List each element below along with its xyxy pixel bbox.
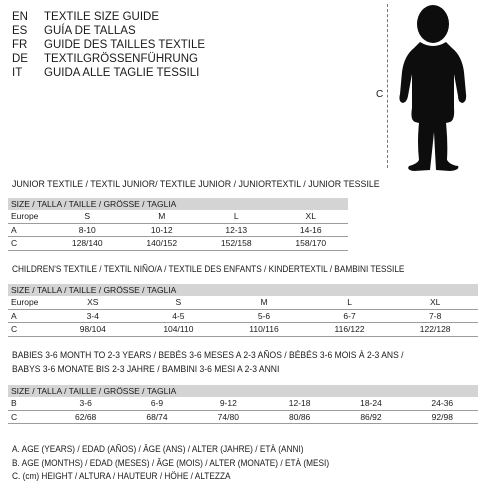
table-row — [8, 296, 478, 310]
table-cell: 110/116 — [249, 324, 279, 334]
guide-title: TEXTILGRÖSSENFÜHRUNG — [44, 53, 198, 65]
row-label: B — [11, 398, 17, 408]
table-cell: 158/170 — [295, 238, 327, 248]
legend-line-c: C. (cm) HEIGHT / ALTURA / HAUTEUR / HÖHE / ALTEZZA — [12, 471, 231, 481]
header-row-de — [12, 52, 205, 66]
table-cell: 4-5 — [172, 310, 185, 321]
guide-title: GUIDA ALLE TAGLIE TESSILI — [44, 67, 200, 79]
legend-line-b: B. AGE (MONTHS) / EDAD (MESES) / ÂGE (MOIS) / ALTER (MONATE) / ETÀ (MESI) — [12, 457, 330, 468]
header-row-en — [12, 10, 205, 24]
guide-title: GUÍA DE TALLAS — [44, 25, 136, 37]
table-cell: L — [233, 211, 239, 221]
section-title-babies: BABIES 3-6 MONTH TO 2-3 YEARS / BEBÉS 3-6 MESES A 2-3 AÑOS / BÉBÉS 3-6 MOIS À 2-3 ANS / — [12, 350, 404, 361]
table-cell: 68/74 — [146, 411, 168, 422]
table-cell: XL — [429, 297, 441, 307]
section-title-junior: JUNIOR TEXTILE / TEXTIL JUNIOR/ TEXTILE JUNIOR / JUNIORTEXTIL / JUNIOR TESSILE — [12, 179, 380, 190]
lang-code: IT — [12, 67, 23, 79]
table-cell: 14-16 — [299, 224, 322, 235]
table-cell: L — [347, 297, 352, 307]
table-cell: 86/92 — [360, 411, 382, 422]
language-header — [12, 10, 205, 80]
lang-code: EN — [12, 11, 28, 23]
size-table-junior — [8, 198, 348, 251]
table-header: SIZE / TALLA / TAILLE / GRÖSSE / TAGLIA — [8, 198, 348, 210]
table-cell: 140/152 — [146, 238, 178, 248]
legend-line-a: A. AGE (YEARS) / EDAD (AÑOS) / ÂGE (ANS) / ALTER (JAHRE) / ETÀ (ANNI) — [12, 444, 304, 454]
table-cell: 122/128 — [419, 324, 451, 334]
table-cell: 5-6 — [257, 310, 271, 321]
table-cell: 92/98 — [431, 411, 453, 422]
row-label: A — [11, 224, 17, 235]
row-label: C — [11, 324, 18, 334]
section-title-babies-line2: BABYS 3-6 MONATE BIS 2-3 JAHRE / BAMBINI 3-6 MESI A 2-3 ANNI — [12, 364, 280, 375]
row-label: C — [11, 411, 18, 422]
size-table-children — [8, 284, 478, 337]
baby-silhouette-icon — [384, 2, 476, 174]
table-row — [8, 310, 478, 324]
table-cell: 8-10 — [78, 224, 96, 235]
legend — [12, 443, 357, 484]
guide-title: TEXTILE SIZE GUIDE — [44, 11, 160, 23]
table-cell: S — [84, 211, 91, 221]
table-row — [8, 237, 348, 251]
height-dimension-label: C — [376, 89, 384, 100]
table-cell: 7-8 — [429, 310, 442, 321]
lang-code: DE — [12, 53, 28, 65]
table-cell: 12-13 — [225, 224, 248, 235]
lang-code: FR — [12, 39, 28, 51]
table-cell: M — [260, 297, 268, 307]
table-row — [8, 397, 478, 411]
table-cell: 12-18 — [288, 398, 311, 408]
row-label: Europe — [11, 211, 39, 221]
table-row — [8, 323, 478, 337]
table-cell: 24-36 — [431, 398, 454, 408]
table-cell: 10-12 — [150, 224, 173, 235]
section-title-children: CHILDREN'S TEXTILE / TEXTIL NIÑO/A / TEXTILE DES ENFANTS / KINDERTEXTIL / BAMBINI TESSILE — [12, 264, 405, 275]
table-cell: S — [175, 297, 182, 307]
table-cell: 104/110 — [163, 324, 194, 334]
row-label: C — [11, 238, 18, 248]
header-row-es — [12, 24, 205, 38]
table-cell: 62/68 — [75, 411, 97, 422]
table-header: SIZE / TALLA / TAILLE / GRÖSSE / TAGLIA — [8, 284, 478, 296]
table-cell: 3-4 — [86, 310, 99, 321]
table-cell: 128/140 — [71, 238, 103, 248]
table-header: SIZE / TALLA / TAILLE / GRÖSSE / TAGLIA — [8, 385, 478, 397]
table-cell: M — [158, 211, 166, 221]
table-cell: 9-12 — [219, 398, 237, 408]
table-cell: 18-24 — [360, 398, 382, 408]
table-cell: 80/86 — [289, 411, 311, 422]
guide-title: GUIDE DES TAILLES TEXTILE — [44, 39, 206, 51]
table-cell: 3-6 — [79, 398, 92, 408]
header-row-it — [12, 66, 205, 80]
lang-code: ES — [12, 25, 28, 37]
table-cell: 6-9 — [150, 398, 164, 408]
table-row — [8, 224, 348, 238]
table-cell: XS — [87, 297, 99, 307]
row-label: Europe — [11, 297, 39, 307]
table-row — [8, 210, 348, 224]
table-cell: 152/158 — [220, 238, 252, 248]
table-cell: 6-7 — [343, 310, 356, 321]
table-cell: 98/104 — [79, 324, 106, 334]
header-row-fr — [12, 38, 205, 52]
table-cell: 116/122 — [334, 324, 365, 334]
table-cell: 74/80 — [217, 411, 239, 422]
table-row — [8, 411, 478, 425]
table-cell: XL — [305, 211, 316, 221]
size-table-babies — [8, 385, 478, 424]
row-label: A — [11, 310, 17, 321]
